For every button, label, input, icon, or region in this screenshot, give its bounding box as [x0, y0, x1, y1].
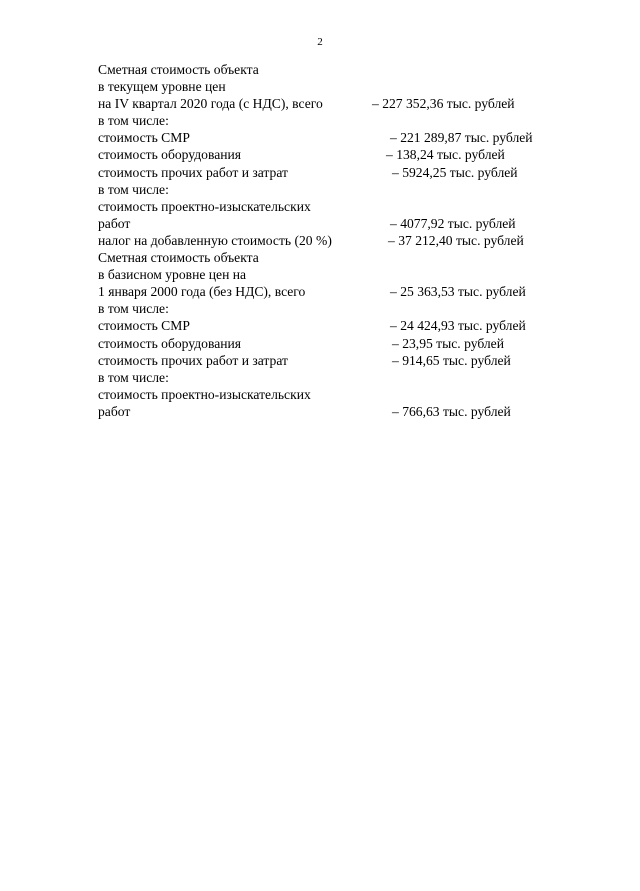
page-number: 2 [317, 36, 323, 48]
cost-line [98, 164, 568, 181]
cost-line [98, 403, 568, 420]
cost-line [98, 112, 568, 129]
cost-line [98, 317, 568, 334]
cost-label: в базисном уровне цен на [98, 267, 247, 283]
cost-label: на IV квартал 2020 года (с НДС), всего [98, 96, 323, 112]
cost-line [98, 386, 568, 403]
cost-value: – 4077,92 тыс. рублей [390, 215, 516, 231]
cost-line [98, 198, 568, 215]
cost-value: – 138,24 тыс. рублей [386, 147, 505, 163]
cost-line [98, 335, 568, 352]
cost-label: налог на добавленную стоимость (20 %) [98, 232, 332, 248]
cost-label: Сметная стоимость объекта [98, 62, 259, 77]
cost-line [98, 181, 568, 198]
cost-label: стоимость СМР [98, 130, 190, 146]
cost-value: – 24 424,93 тыс. рублей [390, 318, 526, 334]
cost-label: стоимость СМР [98, 318, 190, 334]
cost-value: – 5924,25 тыс. рублей [392, 164, 518, 180]
cost-line [98, 129, 568, 146]
cost-line [98, 352, 568, 369]
cost-line [98, 78, 568, 95]
cost-label: в том числе: [98, 301, 169, 317]
cost-label: 1 января 2000 года (без НДС), всего [98, 284, 306, 300]
cost-label: стоимость прочих работ и затрат [98, 164, 288, 180]
cost-label: работ [98, 215, 131, 231]
cost-label: в том числе: [98, 369, 169, 385]
cost-label: Сметная стоимость объекта [98, 250, 259, 266]
cost-line [98, 61, 568, 78]
cost-value: – 221 289,87 тыс. рублей [390, 130, 533, 146]
cost-label: стоимость оборудования [98, 147, 242, 163]
cost-label: в текущем уровне цен [98, 79, 226, 95]
cost-label: стоимость прочих работ и затрат [98, 352, 288, 368]
cost-value: – 766,63 тыс. рублей [392, 403, 511, 419]
cost-value: – 37 212,40 тыс. рублей [388, 232, 524, 248]
cost-label: в том числе: [98, 113, 169, 129]
cost-label: работ [98, 403, 131, 419]
cost-line [98, 249, 568, 266]
cost-value: – 25 363,53 тыс. рублей [390, 284, 526, 300]
cost-value: – 227 352,36 тыс. рублей [372, 96, 515, 112]
cost-line [98, 300, 568, 317]
cost-value: – 914,65 тыс. рублей [392, 352, 511, 368]
cost-value: – 23,95 тыс. рублей [392, 335, 504, 351]
cost-label: стоимость проектно-изыскательских [98, 386, 311, 402]
cost-label: в том числе: [98, 181, 169, 197]
cost-label: стоимость оборудования [98, 335, 242, 351]
cost-line [98, 266, 568, 283]
cost-label: стоимость проектно-изыскательских [98, 198, 311, 214]
cost-line [98, 146, 568, 163]
cost-line [98, 215, 568, 232]
cost-line [98, 369, 568, 386]
cost-list [98, 61, 568, 420]
cost-line [98, 95, 568, 112]
cost-line [98, 232, 568, 249]
cost-line [98, 283, 568, 300]
